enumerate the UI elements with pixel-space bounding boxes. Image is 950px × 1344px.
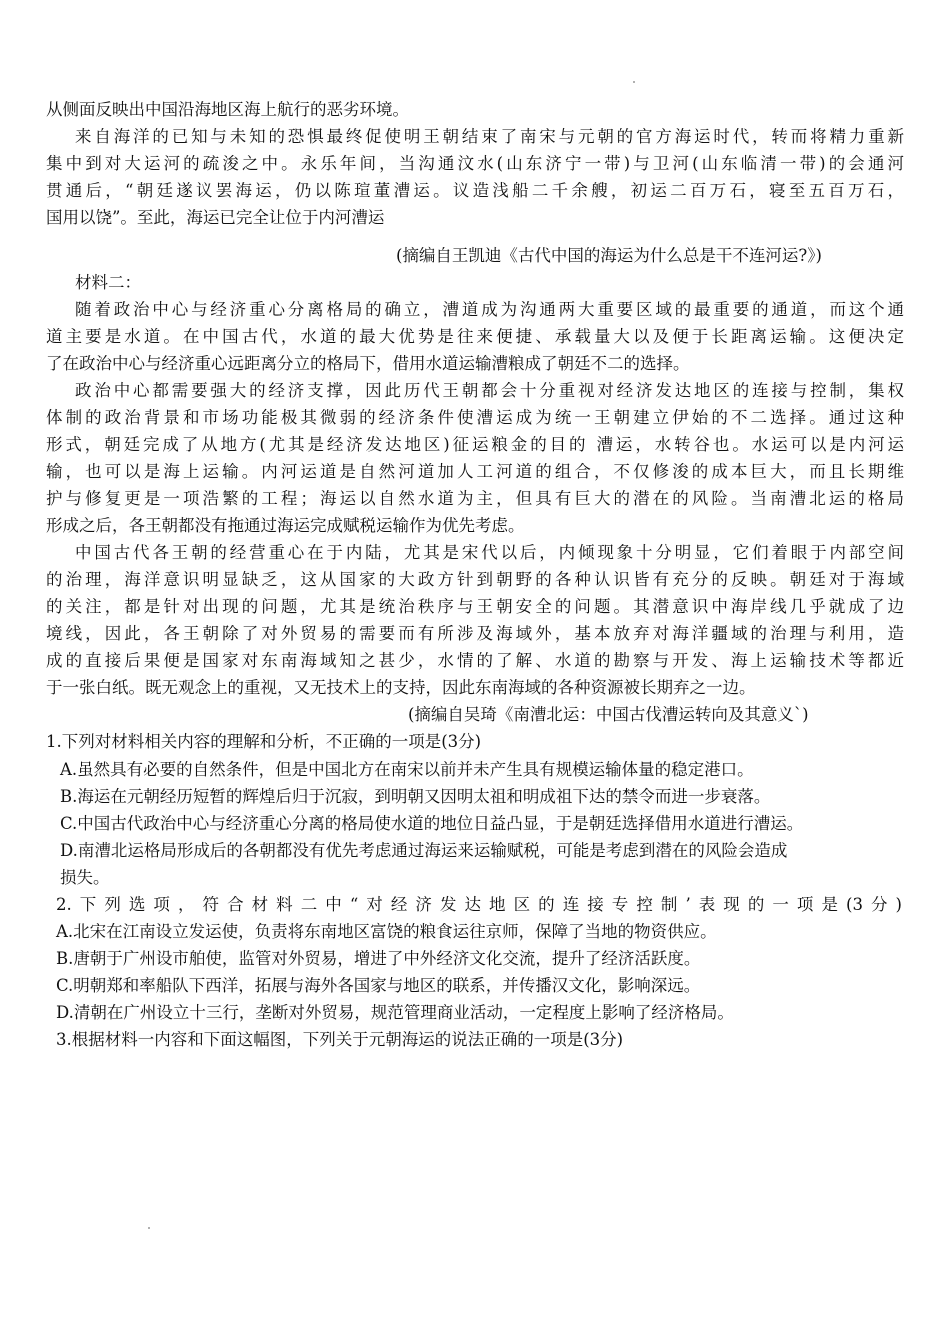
- source-citation: (摘编自吴琦《南漕北运：中国古伐漕运转向及其意义`): [408, 705, 809, 724]
- question-stem: 2.下列选项，符合材料二中“对经济发达地区的连接专控制’表现的一项是(3分): [56, 895, 902, 914]
- paragraph-line: 护与修复更是一项浩繁的工程；海运以自然水道为主，但具有巨大的潜在的风险。当南漕北运的格局: [46, 489, 904, 508]
- answer-option: A.北宋在江南设立发运使，负责将东南地区富饶的粮食运往京师，保障了当地的物资供应。: [56, 922, 717, 941]
- answer-option: C.中国古代政治中心与经济重心分离的格局使水道的地位日益凸显，于是朝廷选择借用水道进行漕运。: [60, 814, 804, 833]
- answer-option: D.清朝在广州设立十三行，垄断对外贸易，规范管理商业活动，一定程度上影响了经济格局。: [56, 1003, 734, 1022]
- scan-speck: [633, 81, 635, 83]
- paragraph-line: 集中到对大运河的疏浚之中。永乐年间，当沟通汶水(山东济宁一带)与卫河(山东临清一带)的会通河: [46, 154, 904, 173]
- scan-speck: [148, 1227, 150, 1229]
- paragraph-line: 道主要是水道。在中国古代，水道的最大优势是往来便捷、承载量大以及便于长距离运输。这便决定: [46, 327, 904, 346]
- paragraph-line: 国用以饶”。至此，海运已完全让位于内河漕运: [46, 208, 385, 227]
- question-stem: 3.根据材料一内容和下面这幅图，下列关于元朝海运的说法正确的一项是(3分): [56, 1030, 624, 1049]
- answer-option: B.唐朝于广州设市舶使，监管对外贸易，增进了中外经济文化交流，提升了经济活跃度。: [56, 949, 701, 968]
- paragraph-line: 了在政治中心与经济重心远距离分立的格局下，借用水道运输漕粮成了朝廷不二的选择。: [46, 354, 690, 373]
- paragraph-line: 成的直接后果便是国家对东南海域知之甚少，水情的了解、水道的勘察与开发、海上运输技术等都近: [46, 651, 904, 670]
- paragraph-line: 形式，朝廷完成了从地方(尤其是经济发达地区)征运粮金的目的 漕运，水转谷也。水运可以是内河运: [46, 435, 904, 454]
- paragraph-line: 政治中心都需要强大的经济支撑，因此历代王朝都会十分重视对经济发达地区的连接与控制，集权: [75, 381, 904, 400]
- paragraph-line: 于一张白纸。既无观念上的重视，又无技术上的支持，因此东南海域的各种资源被长期弃之一边。: [46, 678, 756, 697]
- answer-option-continuation: 损失。: [60, 868, 110, 887]
- paragraph-line: 体制的政治背景和市场功能极其微弱的经济条件使漕运成为统一王朝建立伊始的不二选择。通过这种: [46, 408, 904, 427]
- paragraph-line: 形成之后，各王朝都没有拖通过海运完成赋税运输作为优先考虑。: [46, 516, 525, 535]
- paragraph-line: 的关注，都是针对出现的问题，尤其是统治秩序与王朝安全的问题。其潜意识中海岸线几乎就成了边: [46, 597, 904, 616]
- paragraph-line: 境线，因此，各王朝除了对外贸易的需要而有所涉及海域外，基本放弃对海洋疆域的治理与利用，造: [46, 624, 904, 643]
- paragraph-line: 的治理，海洋意识明显缺乏，这从国家的大政方针到朝野的各种认识皆有充分的反映。朝廷对于海域: [46, 570, 904, 589]
- answer-option: C.明朝郑和率船队下西洋，拓展与海外各国家与地区的联系，并传播汉文化，影响深远。: [56, 976, 701, 995]
- paragraph-line: 中国古代各王朝的经营重心在于内陆，尤其是宋代以后，内倾现象十分明显，它们着眼于内部空间: [75, 543, 904, 562]
- section-heading: 材料二：: [75, 273, 141, 292]
- paragraph-line: 随着政治中心与经济重心分离格局的确立，漕道成为沟通两大重要区域的最重要的通道，而这个通: [75, 300, 904, 319]
- paragraph-line: 输，也可以是海上运输。内河运道是自然河道加人工河道的组合，不仅修浚的成本巨大，而且长期维: [46, 462, 904, 481]
- paragraph-line: 贯通后，“朝廷遂议罢海运，仍以陈瑄董漕运。议造浅船二千余艘，初运二百万石，寝至五百万石，: [46, 181, 904, 200]
- question-stem: 1.下列对材料相关内容的理解和分析，不正确的一项是(3分): [46, 732, 482, 751]
- paragraph-line: 从侧面反映出中国沿海地区海上航行的恶劣环境。: [46, 100, 409, 119]
- answer-option: A.虽然具有必要的自然条件，但是中国北方在南宋以前并未产生具有规模运输体量的稳定港口。: [60, 760, 754, 779]
- source-citation: (摘编自王凯迪《古代中国的海运为什么总是干不连河运?》): [396, 246, 822, 265]
- answer-option: D.南漕北运格局形成后的各朝都没有优先考虑通过海运来运输赋税，可能是考虑到潜在的风险会造成: [60, 841, 788, 860]
- answer-option: B.海运在元朝经历短暂的辉煌后归于沉寂，到明朝又因明太祖和明成祖下达的禁令而进一步衰落。: [60, 787, 771, 806]
- paragraph-line: 来自海洋的已知与未知的恐惧最终促使明王朝结束了南宋与元朝的官方海运时代，转而将精力重新: [75, 127, 904, 146]
